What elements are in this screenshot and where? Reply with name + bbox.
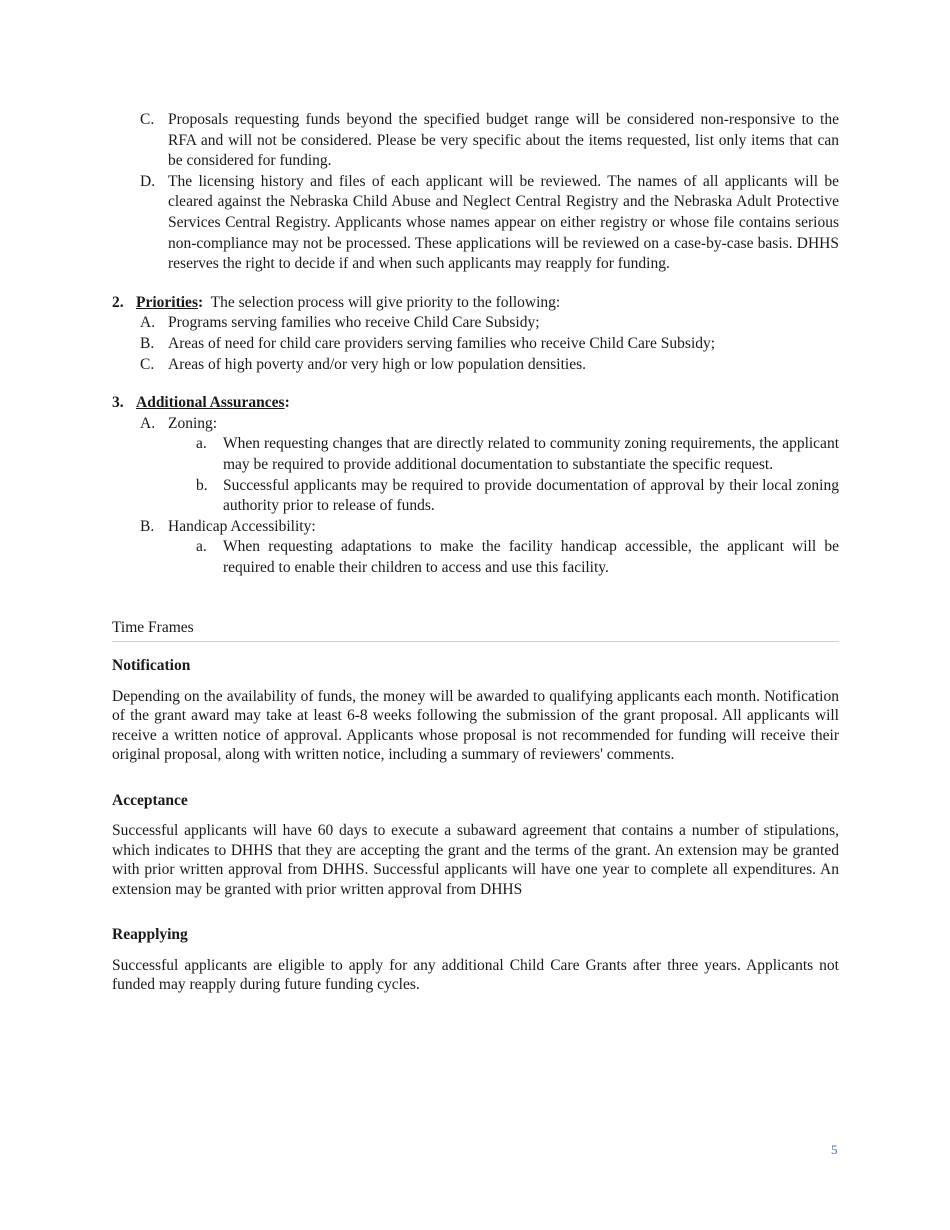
reapplying-heading: Reapplying <box>112 926 188 944</box>
page-number: 5 <box>831 1142 838 1157</box>
list-marker: A. <box>140 314 156 332</box>
list-marker: B. <box>140 334 155 352</box>
page-content <box>112 110 839 995</box>
zoning-item <box>112 414 839 435</box>
handicap-label: Handicap Accessibility: <box>168 517 316 535</box>
list-item-text: Proposals requesting funds beyond the specified budget range will be considered non-responsive to the RFA and will not be considered. Please be very specific about the items requested, list only items that can be considered for funding. <box>168 111 839 170</box>
priorities-intro: The selection process will give priority to the following: <box>210 293 561 311</box>
priority-item-a <box>112 313 839 334</box>
time-frames-title: Time Frames <box>112 618 839 642</box>
section-number: 2. <box>112 293 124 311</box>
list-item-text: The licensing history and files of each applicant will be reviewed. The names of all applicants will be cleared against the Nebraska Child Abuse and Neglect Central Registry and the Nebraska Adult Protective Services Central Registry. Applicants whose names appear on either registry or whose file contains serious non-compliance may not be processed. These applications will be reviewed on a case-by-case basis. DHHS reserves the right to decide if and when such applicants may reapply for funding. <box>168 172 839 273</box>
zoning-label: Zoning: <box>168 414 218 432</box>
reapplying-text: Successful applicants are eligible to apply for any additional Child Care Grants after three years. Applicants not funded may reapply during future funding cycles. <box>112 956 839 994</box>
priority-item-c <box>112 355 839 376</box>
priorities-section: 2. Priorities: The selection process will give priority to the following: <box>112 293 839 314</box>
section-number: 3. <box>112 394 124 412</box>
list-marker: a. <box>196 435 207 453</box>
list-marker: C. <box>140 355 155 373</box>
list-marker: C. <box>140 111 155 128</box>
list-item-text: Areas of need for child care providers serving families who receive Child Care Subsidy; <box>168 334 716 352</box>
list-item-text: When requesting adaptations to make the facility handicap accessible, the applicant will be required to enable their children to access and use this facility. <box>223 538 839 576</box>
list-marker: b. <box>196 476 208 494</box>
acceptance-text: Successful applicants will have 60 days to execute a subaward agreement that contains a number of stipulations, which indicates to DHHS that they are accepting the grant and the terms of the grant. An extension may be granted with prior written approval from DHHS. Successful applicants will have one year to complete all expenditures. An extension may be granted with prior written approval from DHHS <box>112 822 839 898</box>
notification-text: Depending on the availability of funds, the money will be awarded to qualifying applicants each month. Notification of the grant award may take at least 6-8 weeks following the submission of the grant proposal. All applicants will receive a written notice of approval. Applicants whose proposal is not recommended for funding will receive their original proposal, along with written notice, including a summary of reviewers' comments. <box>112 687 839 764</box>
list-marker: D. <box>140 172 156 190</box>
list-item-text: Programs serving families who receive Child Care Subsidy; <box>168 314 540 332</box>
zoning-subitem-a <box>112 434 839 475</box>
assurances-section: 3. Additional Assurances: <box>112 393 839 414</box>
list-item-text: When requesting changes that are directly related to community zoning requirements, the applicant may be required to provide additional documentation to substantiate the specific request. <box>223 435 839 473</box>
priorities-heading: Priorities <box>136 293 198 311</box>
handicap-item <box>112 517 839 538</box>
list-item-c <box>112 110 839 172</box>
list-marker: A. <box>140 414 156 432</box>
priority-item-b <box>112 334 839 355</box>
list-item-text: Areas of high poverty and/or very high or low population densities. <box>168 355 586 373</box>
list-marker: a. <box>196 538 207 556</box>
list-marker: B. <box>140 517 155 535</box>
handicap-subitem-a <box>112 537 839 578</box>
list-item-text: Successful applicants may be required to provide documentation of approval by their local zoning authority prior to release of funds. <box>223 476 839 515</box>
assurances-heading: Additional Assurances <box>136 394 285 412</box>
notification-heading: Notification <box>112 657 191 675</box>
zoning-subitem-b <box>112 476 839 517</box>
acceptance-heading: Acceptance <box>112 791 188 809</box>
list-item-d <box>112 172 839 275</box>
